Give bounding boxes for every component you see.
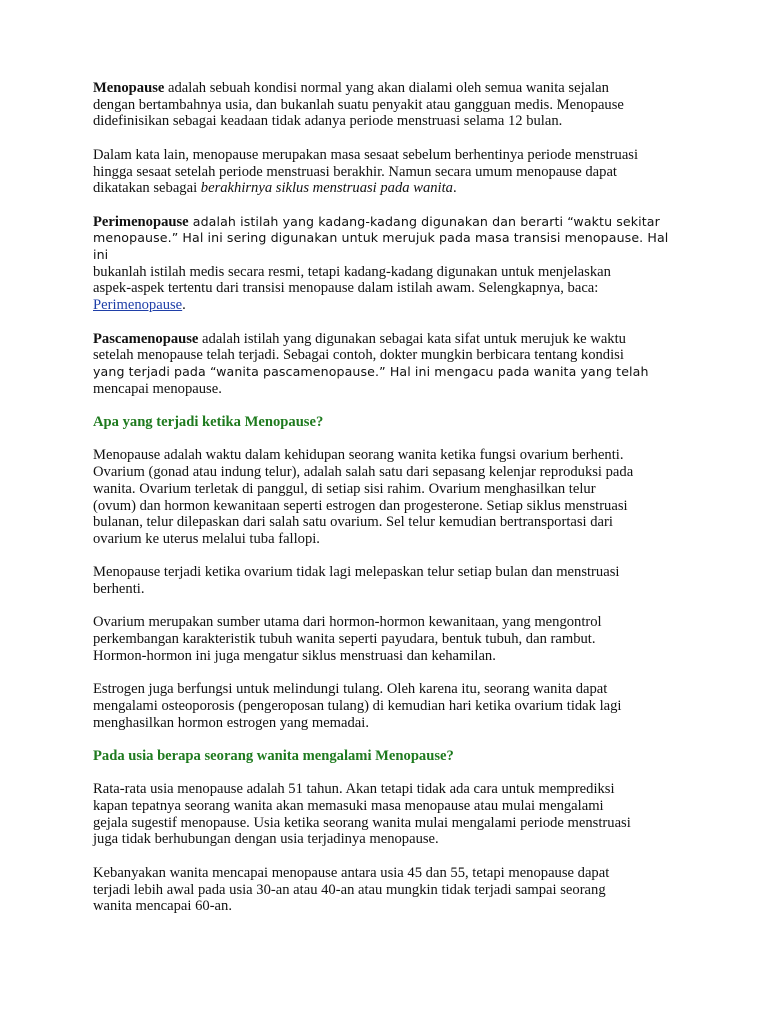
paragraph-estrogen: Estrogen juga berfungsi untuk melindungi tulang. Oleh karena itu, seorang wanita dapat mengalami osteoporosis (pengeroposan tulang) di kemudian hari ketika ovarium tidak lagi menghasilkan hormon estrogen yang memadai. (93, 681, 622, 731)
paragraph-ovarium-function: Menopause adalah waktu dalam kehidupan seorang wanita ketika fungsi ovarium berhenti. Ovarium (gonad atau indung telur), adalah salah satu dari sepasang kelenjar reproduksi pada wanita. Ovarium terletak di panggul, di setiap sisi rahim. Ovarium menghasilkan telur (ovum) dan hormon kewanitaan seperti estrogen dan progesterone. Setiap siklus menstruasi bulanan, telur dilepaskan dari salah satu ovarium. Sel telur kemudian bertransportasi dari ovarium ke uterus melalui tuba fallopi. (93, 447, 634, 547)
heading-what-happens: Apa yang terjadi ketika Menopause? (93, 414, 324, 430)
document-page (93, 80, 683, 932)
paragraph-menopause-definition: Menopause adalah sebuah kondisi normal yang akan dialami oleh semua wanita sejalan dengan bertambahnya usia, dan bukanlah suatu penyakit atau gangguan medis. Menopause didefinisikan sebagai keadaan tidak adanya periode menstruasi selama 12 bulan. (93, 80, 624, 130)
term-perimenopause: Perimenopause (93, 213, 189, 230)
paragraph-perimenopause: Perimenopause adalah istilah yang kadang-kadang digunakan dan berarti “waktu sekitar menopause.” Hal ini sering digunakan untuk merujuk pada masa transisi menopause. Hal ini bukanlah istilah medis secara resmi, tetapi kadang-kadang digunakan untuk menjelaskan aspek-aspek tertentu dari transisi menopause dalam istilah awam. Selengkapnya, baca: Perimenopause. (93, 213, 669, 314)
heading-what-age: Pada usia berapa seorang wanita mengalami Menopause? (93, 747, 454, 764)
paragraph-hormones: Ovarium merupakan sumber utama dari hormon-hormon kewanitaan, yang mengontrol perkembangan karakteristik tubuh wanita seperti payudara, bentuk tubuh, dan rambut. Hormon-hormon ini juga mengatur siklus menstruasi dan kehamilan. (93, 614, 602, 664)
perimenopause-link[interactable]: Perimenopause (93, 297, 183, 314)
paragraph-menopause-occurs: Menopause terjadi ketika ovarium tidak lagi melepaskan telur setiap bulan dan menstruasi berhenti. (93, 564, 620, 597)
paragraph-pascamenopause: Pascamenopause adalah istilah yang digunakan sebagai kata sifat untuk merujuk ke waktu setelah menopause telah terjadi. Sebagai contoh, dokter mungkin berbicara tentang kondisi yang terjadi pada “wanita pascamenopause.” Hal ini mengacu pada wanita yang telah mencapai menopause. (93, 330, 649, 397)
paragraph-menopause-other-words: Dalam kata lain, menopause merupakan masa sesaat sebelum berhentinya periode menstruasi hingga sesaat setelah periode menstruasi berakhir. Namun secara umum menopause dapat dikatakan sebagai berakhirnya siklus menstruasi pada wanita. (93, 146, 639, 197)
term-menopause: Menopause (93, 80, 165, 96)
paragraph-age-range: Kebanyakan wanita mencapai menopause antara usia 45 dan 55, tetapi menopause dapat terjadi lebih awal pada usia 30-an atau 40-an atau mungkin tidak terjadi sampai seorang wanita mencapai 60-an. (93, 864, 610, 915)
paragraph-average-age: Rata-rata usia menopause adalah 51 tahun. Akan tetapi tidak ada cara untuk memprediksi kapan tepatnya seorang wanita akan memasuki masa menopause atau mulai mengalami gejala sugestif menopause. Usia ketika seorang wanita mulai mengalami periode menstruasi juga tidak berhubungan dengan usia terjadinya menopause. (93, 781, 631, 848)
emphasis-text: berakhirnya siklus menstruasi pada wanita (200, 180, 453, 197)
term-pascamenopause: Pascamenopause (93, 330, 199, 347)
